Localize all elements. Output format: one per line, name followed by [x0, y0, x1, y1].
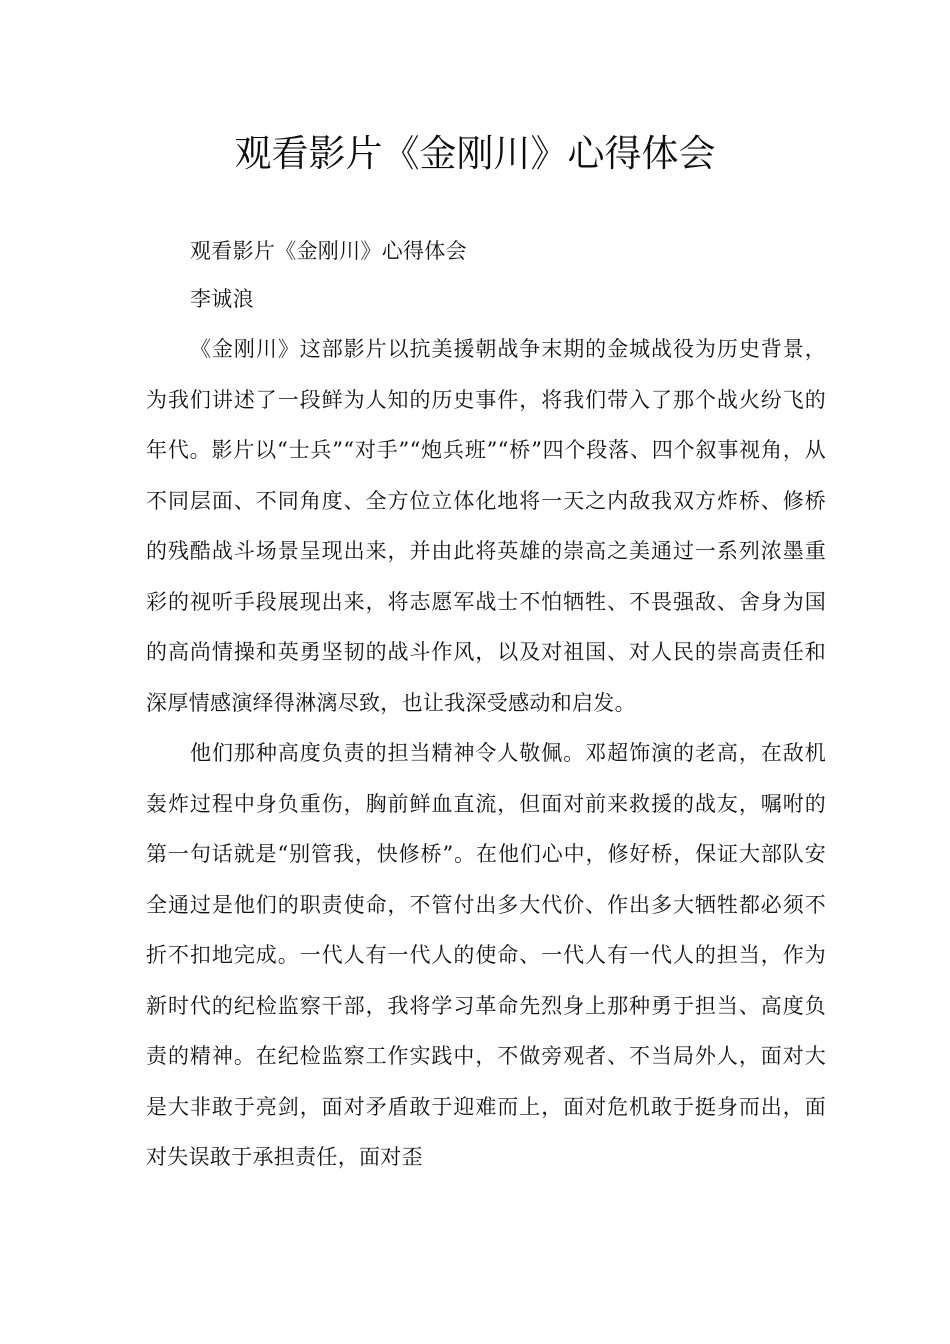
document-author: 李诚浪 — [190, 286, 254, 311]
paragraph-1: 《金刚川》这部影片以抗美援朝战争末期的金城战役为历史背景，为我们讲述了一段鲜为人知的历史事件，将我们带入了那个战火纷飞的年代。影片以“士兵”“对手”“炮兵班”“桥”四个段落、四个叙事视角，从不同层面、不同角度、全方位立体化地将一天之内敌我双方炸桥、修桥的残酷战斗场景呈现出来，并由此将英雄的崇高之美通过一系列浓墨重彩的视听手段展现出来，将志愿军战士不怕牺牲、不畏强敌、舍身为国的高尚情操和英勇坚韧的战斗作风，以及对祖国、对人民的崇高责任和深厚情感演绎得淋漓尽致，也让我深受感动和启发。 — [146, 337, 826, 715]
paragraph-2: 他们那种高度负责的担当精神令人敬佩。邓超饰演的老高，在敌机轰炸过程中身负重伤，胸前鲜血直流，但面对前来救援的战友，嘱咐的第一句话就是“别管我，快修桥”。在他们心中，修好桥，保证大部队安全通过是他们的职责使命，不管付出多大代价、作出多大牺牲都必须不折不扣地完成。一代人有一代人的使命、一代人有一代人的担当，作为新时代的纪检监察干部，我将学习革命先烈身上那种勇于担当、高度负责的精神。在纪检监察工作实践中，不做旁观者、不当局外人，面对大是大非敢于亮剑，面对矛盾敢于迎难而上，面对危机敢于挺身而出，面对失误敢于承担责任，面对歪 — [146, 741, 826, 1169]
document-title: 观看影片《金刚川》心得体会 — [234, 132, 716, 175]
document-subtitle: 观看影片《金刚川》心得体会 — [190, 239, 467, 263]
document-body — [146, 226, 826, 1183]
